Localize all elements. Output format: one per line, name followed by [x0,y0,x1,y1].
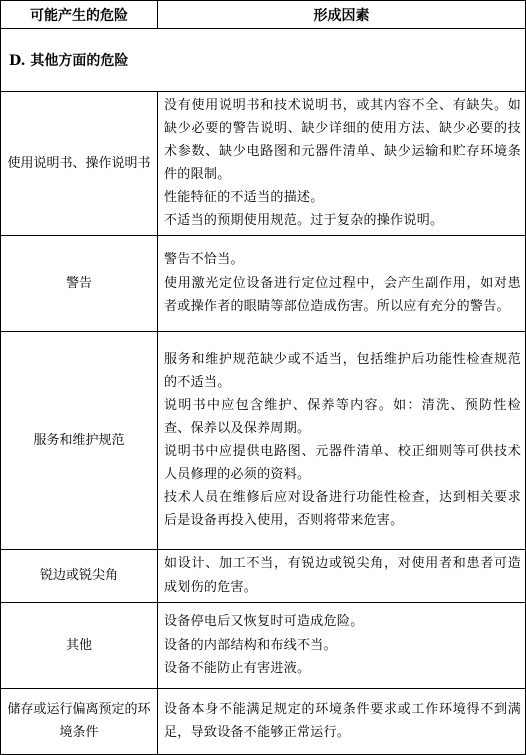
hazard-label: 其他 [1,602,158,688]
factor-item: 如设计、加工不当，有锐边或锐尖角，对使用者和患者可造成划伤的危害。 [164,556,521,595]
factor-item: 说明书中应提供电路图、元器件清单、校正细则等可供技术人员修理的必须的资料。 [164,444,521,483]
factor-item: 设备的内部结构和布线不当。 [164,637,337,653]
factor-cell [158,92,526,236]
section-title: D. 其他方面的危险 [1,29,526,92]
hazard-label: 警告 [1,235,158,331]
table-row [1,92,526,236]
header-hazard: 可能产生的危险 [1,1,158,29]
factor-cell [158,235,526,331]
hazard-label: 使用说明书、操作说明书 [1,92,158,236]
factor-item: 警告不恰当。 [164,252,244,268]
factor-item: 性能特征的不适当的描述。 [164,190,324,206]
table-row [1,602,526,688]
factor-cell [158,331,526,549]
hazard-label: 锐边或锐尖角 [1,549,158,602]
header-row [1,1,526,29]
factor-cell [158,602,526,688]
factor-item: 服务和维护规范缺少或不适当，包括维护后功能性检查规范的不适当。 [164,351,521,390]
hazard-label: 服务和维护规范 [1,331,158,549]
factor-item: 说明书中应包含维护、保养等内容。如：清洗、预防性检查、保养以及保养周期。 [164,397,521,436]
section-row [1,29,526,92]
table-row [1,688,526,754]
factor-item: 设备停电后又恢复时可造成危险。 [164,614,364,630]
factor-cell [158,549,526,602]
header-factors: 形成因素 [158,1,526,29]
factor-item: 不适当的预期使用规范。过于复杂的操作说明。 [164,213,444,229]
factor-item: 使用激光定位设备进行定位过程中，会产生副作用，如对患者或操作者的眼睛等部位造成伤害。所以应有充分的警告。 [164,275,521,314]
factor-item: 没有使用说明书和技术说明书，或其内容不全、有缺失。如缺少必要的警告说明、缺少详细的使用方法、缺少必要的技术参数、缺少电路图和元器件清单、缺少运输和贮存环境条件的限制。 [164,98,521,183]
table-row [1,235,526,331]
table-row [1,331,526,549]
factor-item: 技术人员在维修后应对设备进行功能性检查，达到相关要求后是设备再投入使用，否则将带来危害。 [164,490,521,529]
factor-item: 设备不能防止有害进液。 [164,660,311,676]
factor-cell [158,688,526,754]
hazard-label: 储存或运行偏离预定的环境条件 [1,688,158,754]
table-row [1,549,526,602]
factor-item: 设备本身不能满足规定的环境条件要求或工作环境得不到满足，导致设备不能够正常运行。 [164,701,521,741]
